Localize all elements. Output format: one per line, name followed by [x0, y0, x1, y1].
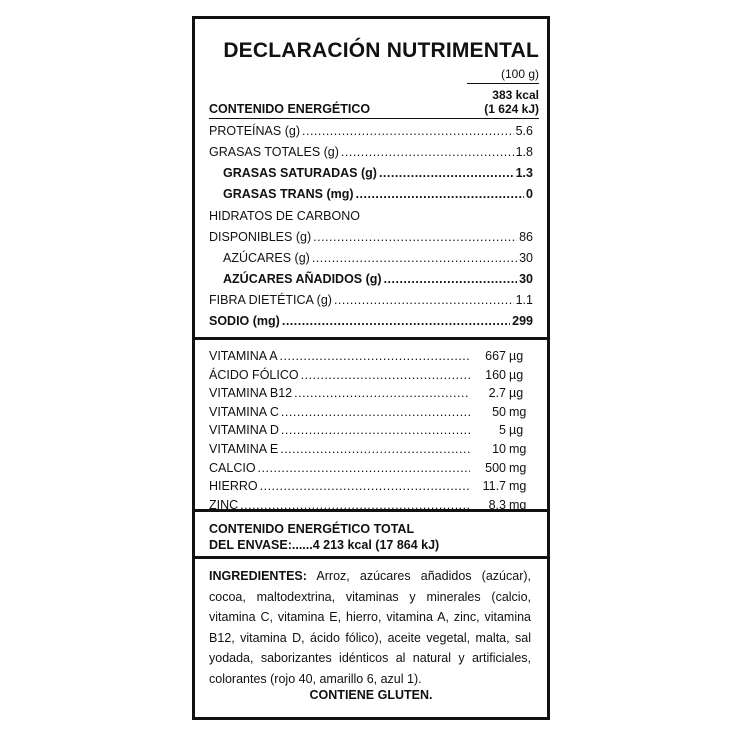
leader-dots	[281, 405, 470, 419]
nutrient-label: FIBRA DIETÉTICA (g)	[209, 293, 332, 307]
ingredients-heading: INGREDIENTES:	[209, 569, 307, 583]
leader-dots	[301, 368, 470, 382]
nutrient-row	[209, 209, 533, 223]
energy-kj: (1 624 kJ)	[484, 102, 539, 116]
vitamin-unit: mg	[509, 404, 527, 419]
vitamin-row	[209, 368, 533, 382]
vitamin-label: ÁCIDO FÓLICO	[209, 367, 299, 382]
nutrient-row	[223, 166, 533, 180]
nutrient-value: 1.3	[515, 166, 533, 180]
leader-dots	[282, 314, 510, 328]
section-divider-total	[195, 556, 547, 559]
total-energy-line1: CONTENIDO ENERGÉTICO TOTAL	[209, 522, 415, 536]
nutrient-label: PROTEÍNAS (g)	[209, 124, 300, 138]
nutrient-value: 1.1	[515, 293, 533, 307]
vitamin-unit: mg	[509, 497, 527, 512]
energy-value	[484, 88, 539, 116]
vitamin-unit: µg	[509, 349, 524, 363]
nutrient-row	[209, 230, 533, 244]
vitamin-value: 160	[485, 367, 506, 382]
vitamin-label: VITAMINA D	[209, 423, 279, 438]
vitamin-label: VITAMINA C	[209, 404, 279, 419]
nutrient-value: 1.8	[515, 145, 533, 159]
vitamin-value: 5	[499, 423, 506, 438]
nutrient-row	[209, 314, 533, 328]
vitamin-row	[209, 349, 533, 363]
nutrient-value: 30	[519, 272, 533, 286]
vitamin-row	[209, 479, 533, 493]
nutrient-row	[223, 251, 533, 265]
vitamin-value: 2.7	[488, 386, 506, 401]
vitamin-label: ZINC	[209, 497, 239, 512]
vitamin-label: VITAMINA A	[209, 349, 278, 363]
nutrient-label: DISPONIBLES (g)	[209, 230, 312, 244]
nutrient-label: AZÚCARES (g)	[223, 251, 310, 265]
energy-label: CONTENIDO ENERGÉTICO	[209, 102, 371, 116]
nutrient-label: GRASAS TRANS (mg)	[223, 187, 354, 201]
vitamin-label: HIERRO	[209, 479, 258, 494]
nutrient-row	[209, 145, 533, 159]
nutrient-label: AZÚCARES AÑADIDOS (g)	[223, 272, 382, 286]
vitamin-value: 11.7	[482, 479, 506, 494]
nutrient-value: 30	[519, 251, 533, 265]
leader-dots	[384, 272, 518, 286]
vitamin-row	[209, 423, 533, 437]
leader-dots	[302, 124, 514, 138]
leader-dots	[312, 251, 517, 265]
ingredients-block	[209, 566, 531, 689]
vitamin-unit: µg	[509, 386, 524, 401]
nutrient-value: 5.6	[515, 124, 533, 138]
leader-dots	[334, 293, 514, 307]
energy-divider	[209, 118, 539, 119]
leader-dots	[280, 349, 470, 363]
vitamin-unit: mg	[509, 460, 527, 475]
leader-dots	[294, 386, 470, 400]
vitamin-label: VITAMINA B12	[209, 386, 293, 401]
total-energy-line2: DEL ENVASE:......4 213 kcal (17 864 kJ)	[209, 538, 440, 552]
gluten-warning: CONTIENE GLUTEN.	[309, 688, 433, 702]
leader-dots	[260, 479, 470, 493]
nutrient-label: SODIO (mg)	[209, 314, 280, 328]
nutrient-label: GRASAS TOTALES (g)	[209, 145, 339, 159]
nutrient-label: HIDRATOS DE CARBONO	[209, 209, 360, 223]
energy-kcal: 383 kcal	[492, 88, 539, 102]
section-divider-vitamins	[195, 509, 547, 512]
leader-dots	[379, 166, 514, 180]
vitamin-label: CALCIO	[209, 460, 256, 475]
serving-divider	[467, 83, 539, 84]
leader-dots	[258, 461, 470, 475]
section-divider-nutrients	[195, 337, 547, 340]
nutrient-value: 299	[512, 314, 533, 328]
vitamin-label: VITAMINA E	[209, 442, 279, 456]
vitamin-row	[209, 442, 533, 456]
vitamin-row	[209, 405, 533, 419]
vitamin-row	[209, 461, 533, 475]
vitamin-unit: mg	[509, 479, 527, 494]
ingredients-text: Arroz, azúcares añadidos (azúcar), cocoa, maltodextrina, vitaminas y minerales (calcio, vitamina C, vitamina E, hierro, vitamina A, zinc, vitamina B12, vitamina D, ácido fólico), aceite vegetal, malta, sal yodada, saborizantes idénticos al natural y artificiales, colorantes (rojo 40, amarillo 6, azul 1).	[209, 569, 531, 686]
nutrient-row	[223, 272, 533, 286]
vitamin-unit: mg	[509, 442, 527, 456]
nutrient-row	[209, 293, 533, 307]
vitamin-value: 10	[492, 442, 506, 456]
nutrient-value: 86	[519, 230, 533, 244]
vitamin-value: 667	[485, 349, 506, 363]
nutrient-value: 0	[526, 187, 533, 201]
leader-dots	[356, 187, 524, 201]
vitamin-value: 50	[492, 404, 506, 419]
leader-dots	[281, 423, 470, 437]
vitamin-row	[209, 386, 533, 400]
vitamin-unit: µg	[509, 367, 524, 382]
leader-dots	[280, 442, 470, 456]
nutrient-row	[223, 187, 533, 201]
vitamin-value: 500	[485, 460, 506, 475]
vitamin-unit: µg	[509, 423, 524, 438]
serving-size: (100 g)	[500, 67, 539, 81]
vitamin-value: 8.3	[488, 497, 506, 512]
nutrition-facts-panel	[192, 16, 550, 720]
panel-title: DECLARACIÓN NUTRIMENTAL	[223, 39, 539, 62]
leader-dots	[313, 230, 517, 244]
leader-dots	[341, 145, 514, 159]
nutrient-row	[209, 124, 533, 138]
nutrient-label: GRASAS SATURADAS (g)	[223, 166, 377, 180]
total-energy	[209, 521, 439, 553]
